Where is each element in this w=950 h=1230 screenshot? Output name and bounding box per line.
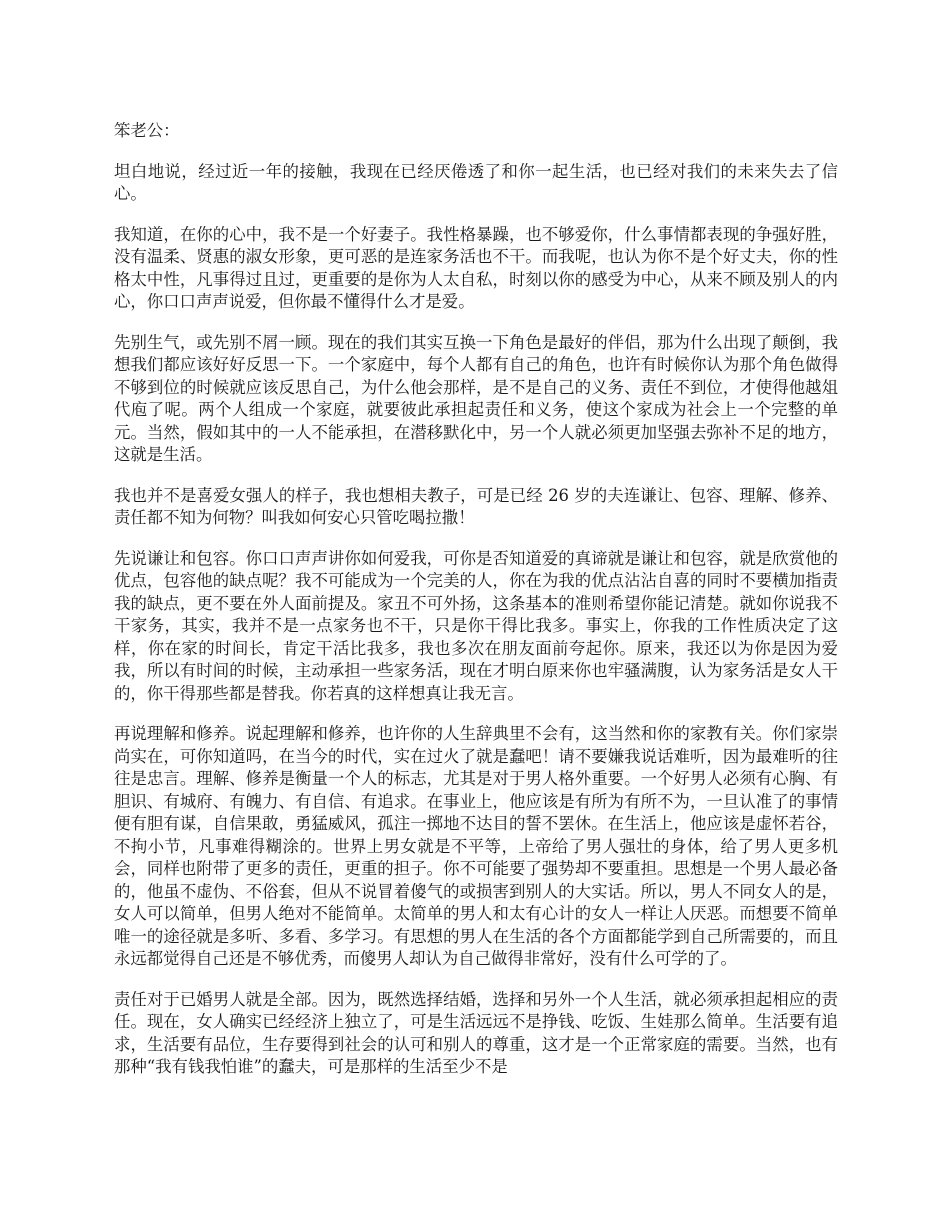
paragraph-1: 坦白地说，经过近一年的接触，我现在已经厌倦透了和你一起生活，也已经对我们的未来失去了信心。 [114, 161, 838, 203]
paragraph-6: 再说理解和修养。说起理解和修养，也许你的人生辞典里不会有，这当然和你的家教有关。你们家崇尚实在，可你知道吗，在当今的时代，实在过火了就是蠢吧！请不要嫌我说话难听，因为最难听的往往是忠言。理解、修养是衡量一个人的标志，尤其是对于男人格外重要。一个好男人必须有心胸、有胆识、有城府、有魄力、有自信、有追求。在事业上，他应该是有所为有所不为，一旦认准了的事情便有胆有谋，自信果敢，勇猛威风，孤注一掷地不达目的誓不罢休。在生活上，他应该是虚怀若谷，不拘小节，凡事难得糊涂的。世界上男女就是不平等，上帝给了男人强壮的身体，给了男人更多机会，同样也附带了更多的责任，更重的担子。你不可能要了强势却不要重担。思想是一个男人最必备的，他虽不虚伪、不俗套，但从不说冒着傻气的或损害到别人的大实话。所以，男人不同女人的是，女人可以简单，但男人绝对不能简单。太简单的男人和太有心计的女人一样让人厌恶。而想要不简单唯一的途径就是多听、多看、多学习。有思想的男人在生活的各个方面都能学到自己所需要的，而且永远都觉得自己还是不够优秀，而傻男人却认为自己做得非常好，没有什么可学的了。 [114, 724, 838, 968]
paragraph-2: 我知道，在你的心中，我不是一个好妻子。我性格暴躁，也不够爱你，什么事情都表现的争强好胜，没有温柔、贤惠的淑女形象，更可恶的是连家务活也不干。而我呢，也认为你不是个好丈夫，你的性格太中性，凡事得过且过，更重要的是你为人太自私，时刻以你的感受为中心，从来不顾及别人的内心，你口口声声说爱，但你最不懂得什么才是爱。 [114, 224, 838, 311]
letter-body [114, 120, 838, 1097]
paragraph-4: 我也并不是喜爱女强人的样子，我也想相夫教子，可是已经 26 岁的夫连谦让、包容、理解、修养、责任都不知为何物？叫我如何安心只管吃喝拉撒！ [114, 485, 838, 527]
paragraph-5: 先说谦让和包容。你口口声声讲你如何爱我，可你是否知道爱的真谛就是谦让和包容，就是欣赏他的优点，包容他的缺点呢？我不可能成为一个完美的人，你在为我的优点沾沾自喜的同时不要横加指责我的缺点，更不要在外人面前提及。家丑不可外扬，这条基本的准则希望你能记清楚。就如你说我不干家务，其实，我并不是一点家务也不干，只是你干得比我多。事实上，你我的工作性质决定了这样，你在家的时间长，肯定干活比我多，我也多次在朋友面前夸起你。原来，我还以为你是因为爱我，所以有时间的时候，主动承担一些家务活，现在才明白原来你也牢骚满腹，认为家务活是女人干的，你干得那些都是替我。你若真的这样想真让我无言。 [114, 548, 838, 703]
paragraph-3: 先别生气，或先别不屑一顾。现在的我们其实互换一下角色是最好的伴侣，那为什么出现了颠倒，我想我们都应该好好反思一下。一个家庭中，每个人都有自己的角色，也许有时候你认为那个角色做得不够到位的时候就应该反思自己，为什么他会那样，是不是自己的义务、责任不到位，才使得他越俎代庖了呢。两个人组成一个家庭，就要彼此承担起责任和义务，使这个家成为社会上一个完整的单元。当然，假如其中的一人不能承担，在潜移默化中，另一个人就必须更加坚强去弥补不足的地方，这就是生活。 [114, 332, 838, 464]
paragraph-7: 责任对于已婚男人就是全部。因为，既然选择结婚，选择和另外一个人生活，就必须承担起相应的责任。现在，女人确实已经经济上独立了，可是生活远远不是挣钱、吃饭、生娃那么简单。生活要有追求，生活要有品位，生存要得到社会的认可和别人的尊重，这才是一个正常家庭的需要。当然，也有那种“我有钱我怕谁”的蠢夫，可是那样的生活至少不是 [114, 989, 838, 1076]
letter-salutation: 笨老公： [114, 121, 180, 140]
